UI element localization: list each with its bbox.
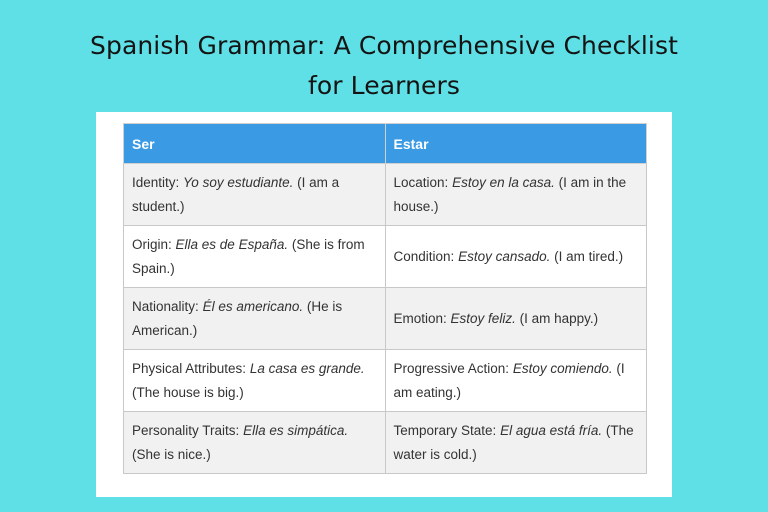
cell-example: Ella es de España. <box>175 236 289 252</box>
table-cell-ser <box>124 350 386 412</box>
cell-example: Ella es simpática. <box>243 422 349 438</box>
table-row <box>124 412 647 474</box>
table-cell-estar <box>385 164 647 226</box>
table-cell-estar <box>385 226 647 288</box>
cell-translation: (I am in the house.) <box>393 174 627 214</box>
cell-label: Physical Attributes: <box>132 360 247 376</box>
table-cell-ser <box>124 288 386 350</box>
cell-translation: (The house is big.) <box>132 384 244 400</box>
table-cell-estar <box>385 350 647 412</box>
cell-label: Personality Traits: <box>132 422 240 438</box>
table-row <box>124 226 647 288</box>
cell-translation: (I am happy.) <box>519 310 599 326</box>
cell-example: Él es americano. <box>202 298 304 314</box>
cell-label: Temporary State: <box>393 422 497 438</box>
cell-label: Emotion: <box>393 310 447 326</box>
column-header-ser: Ser <box>124 124 386 164</box>
cell-label: Condition: <box>393 248 455 264</box>
table-cell-ser <box>124 164 386 226</box>
table-row <box>124 350 647 412</box>
cell-label: Identity: <box>132 174 180 190</box>
cell-example: Estoy feliz. <box>450 310 516 326</box>
cell-translation: (I am a student.) <box>132 174 340 214</box>
cell-translation: (I am eating.) <box>393 360 625 400</box>
cell-example: El agua está fría. <box>500 422 603 438</box>
column-header-estar: Estar <box>385 124 647 164</box>
cell-example: Yo soy estudiante. <box>183 174 294 190</box>
table-card <box>96 112 672 497</box>
table-cell-ser <box>124 412 386 474</box>
cell-example: Estoy en la casa. <box>452 174 555 190</box>
cell-example: La casa es grande. <box>249 360 365 376</box>
table-row <box>124 164 647 226</box>
cell-translation: (The water is cold.) <box>393 422 634 462</box>
table-row <box>124 288 647 350</box>
ser-estar-table <box>123 123 647 474</box>
cell-example: Estoy comiendo. <box>512 360 613 376</box>
cell-translation: (He is American.) <box>132 298 343 338</box>
table-cell-estar <box>385 288 647 350</box>
page-title-line-1: Spanish Grammar: A Comprehensive Checklist <box>90 31 678 60</box>
cell-label: Progressive Action: <box>393 360 510 376</box>
table-cell-estar <box>385 412 647 474</box>
page-title-line-2: for Learners <box>307 71 461 100</box>
table-header-row <box>124 124 647 164</box>
cell-label: Origin: <box>132 236 172 252</box>
table-cell-ser <box>124 226 386 288</box>
cell-label: Location: <box>393 174 449 190</box>
cell-label: Nationality: <box>132 298 199 314</box>
cell-translation: (She is from Spain.) <box>132 236 365 276</box>
cell-example: Estoy cansado. <box>458 248 551 264</box>
cell-translation: (She is nice.) <box>132 446 211 462</box>
page-title <box>0 26 768 106</box>
cell-translation: (I am tired.) <box>554 248 624 264</box>
